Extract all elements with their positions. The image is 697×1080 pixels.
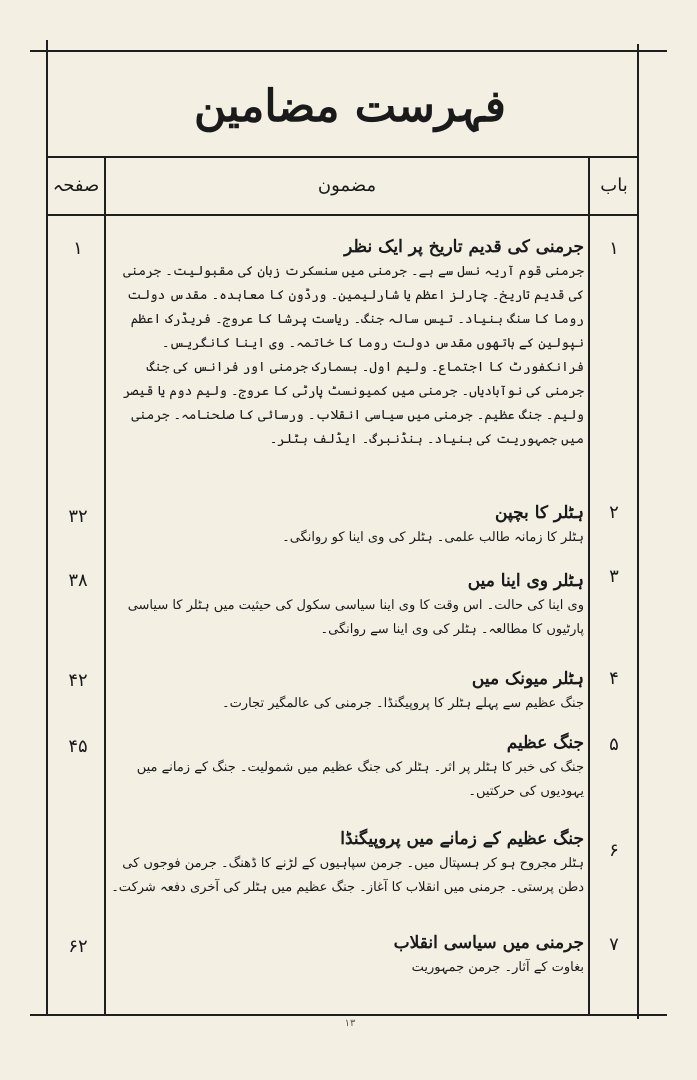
chapter-number: ۲ [609, 502, 619, 523]
entry-title: جنگ عظیم کے زمانے میں پروپیگنڈا [340, 829, 584, 849]
page-number: ۴۲ [68, 670, 88, 691]
page-number: ۳۸ [68, 570, 88, 591]
toc-entry [110, 730, 584, 804]
title-divider [46, 156, 639, 158]
entry-title: ہٹلر کا بچپن [495, 503, 584, 523]
bottom-border [30, 1014, 667, 1016]
page-number: ۳۲ [68, 506, 88, 527]
page-column-divider [104, 158, 106, 1014]
entry-title: ہٹلر وی اینا میں [467, 571, 584, 591]
chapter-number: ۴ [609, 668, 619, 689]
toc-entry [110, 568, 584, 642]
entry-title: جنگ عظیم [506, 733, 584, 753]
entry-description: جنگ عظیم سے پہلے ہٹلر کا پروپیگنڈا۔ جرمنی کی عالمگیر تجارت۔ [221, 696, 584, 711]
toc-entry [110, 234, 584, 452]
footer-mark: ۱۳ [344, 1018, 356, 1029]
chapter-number: ۵ [609, 734, 619, 755]
entry-title: ہٹلر میونک میں [471, 669, 584, 689]
header-chapter: باب [600, 175, 628, 196]
page-number: ۴۵ [68, 736, 88, 757]
header-content: مضمون [317, 175, 377, 196]
page-title: فہرست مضامین [194, 81, 506, 132]
entry-description: ہٹلر کا زمانہ طالب علمی۔ ہٹلر کی وی اینا کو روانگی۔ [282, 530, 584, 545]
entry-description: جنگ کی خبر کا ہٹلر پر اثر۔ ہٹلر کی جنگ عظیم میں شمولیت۔ جنگ کے زمانے میں یہودیوں کی حرکتیں۔ [136, 760, 584, 799]
header-page: صفحہ [52, 175, 100, 196]
entry-description: بغاوت کے آثار۔ جرمن جمہوریت [411, 960, 584, 975]
chapter-number: ۱ [609, 238, 619, 259]
chapter-column-divider [588, 158, 590, 1014]
entry-description: جرمنی قوم آریہ نسل سے ہے۔ جرمنی میں سنسکرت زبان کی مقبولیت۔ جرمنی کی قدیم تاریخ۔ چارلز اعظم یا شارلیمین۔ ورڈون کا معاہدہ۔ مقدس دولت روما کا سنگ بنیاد۔ تیس سالہ جنگ۔ ریاست پرشا کا عروج۔ فریڈرک اعظم نپولین کے ہاتھوں مقدس دولت روما کا خاتمہ۔ وی اینا کانگریس۔ فرانکفورٹ کا اجتماع۔ ولیم اول۔ بسمارک جرمنی اور فرانس کی جنگ جرمنی کی نوآبادیاں۔ جرمنی میں کمیونسٹ پارٹی کا عروج۔ ولیم دوم یا قیصر ولیم۔ جنگ عظیم۔ جرمنی میں سیاسی انقلاب۔ ورسائی کا صلحنامہ۔ جرمنی میں جمہوریت کی بنیاد۔ ہنڈنبرگ۔ ایڈلف ہٹلر۔ [123, 264, 584, 447]
entry-description: وی اینا کی حالت۔ اس وقت کا وی اینا سیاسی سکول کی حیثیت میں ہٹلر کا سیاسی پارٹیوں کا مطالعہ۔ ہٹلر کی وی اینا سے روانگی۔ [127, 598, 584, 637]
toc-entry [110, 666, 584, 716]
page-number: ۱ [73, 238, 83, 259]
entry-title: جرمنی میں سیاسی انقلاب [393, 933, 584, 953]
top-border [30, 50, 667, 52]
chapter-number: ۷ [609, 934, 619, 955]
toc-entry [110, 826, 584, 900]
page-number: ۶۲ [68, 936, 88, 957]
chapter-number: ۳ [609, 566, 619, 587]
chapter-number: ۶ [609, 840, 619, 861]
entry-title: جرمنی کی قدیم تاریخ پر ایک نظر [344, 237, 584, 257]
entry-description: ہٹلر مجروح ہو کر ہسپتال میں۔ جرمن سپاہیوں کے لڑنے کا ڈھنگ۔ جرمن فوجوں کی دطن پرستی۔ جرمنی میں انقلاب کا آغاز۔ جنگ عظیم میں ہٹلر کی آخری دفعہ شرکت۔ [111, 856, 584, 895]
header-divider [46, 214, 639, 216]
toc-entry [110, 500, 584, 550]
toc-entry [110, 930, 584, 980]
